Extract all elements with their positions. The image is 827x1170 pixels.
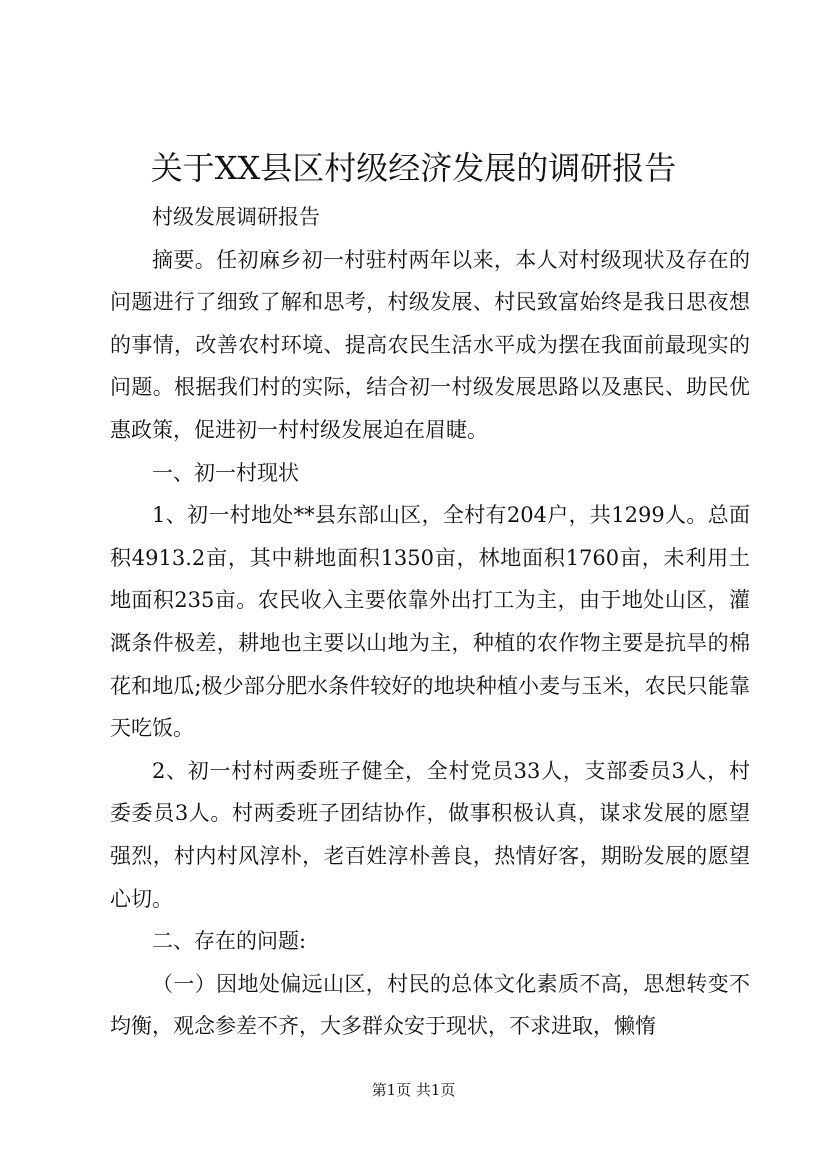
subtitle-paragraph: 村级发展调研报告 bbox=[152, 205, 320, 229]
page-footer: 第1页 共1页 bbox=[371, 1081, 456, 1099]
status-paragraph-1: 1、初一村地处**县东部山区，全村有204户，共1299人。总面积4913.2亩，其中耕地面积1350亩，林地面积1760亩，未利用土地面积235亩。农民收入主要依靠外出打工为主，由于地处山区，灌溉条件极差，耕地也主要以山地为主，种植的农作物主要是抗旱的棉花和地瓜;极少部分肥水条件较好的地块种植小麦与玉米，农民只能靠天吃饭。 bbox=[110, 503, 750, 741]
section-heading-problems: 二、存在的问题: bbox=[152, 929, 307, 954]
status-paragraph-2: 2、初一村村两委班子健全，全村党员33人，支部委员3人，村委委员3人。村两委班子团结协作，做事积极认真，谋求发展的愿望强烈，村内村风淳朴，老百姓淳朴善良，热情好客，期盼发展的愿望心切。 bbox=[110, 758, 750, 911]
section-heading-status: 一、初一村现状 bbox=[152, 460, 299, 485]
document-title: 关于XX县区村级经济发展的调研报告 bbox=[150, 149, 677, 187]
problems-paragraph-1: （一）因地处偏远山区，村民的总体文化素质不高，思想转变不均衡，观念参差不齐，大多群众安于现状，不求进取，懒惰 bbox=[110, 971, 750, 1039]
document-body bbox=[110, 196, 750, 1048]
abstract-paragraph: 摘要。任初麻乡初一村驻村两年以来，本人对村级现状及存在的问题进行了细致了解和思考，村级发展、村民致富始终是我日思夜想的事情，改善农村环境、提高农民生活水平成为摆在我面前最现实的问题。根据我们村的实际，结合初一村级发展思路以及惠民、助民优惠政策，促进初一村村级发展迫在眉睫。 bbox=[110, 247, 750, 442]
